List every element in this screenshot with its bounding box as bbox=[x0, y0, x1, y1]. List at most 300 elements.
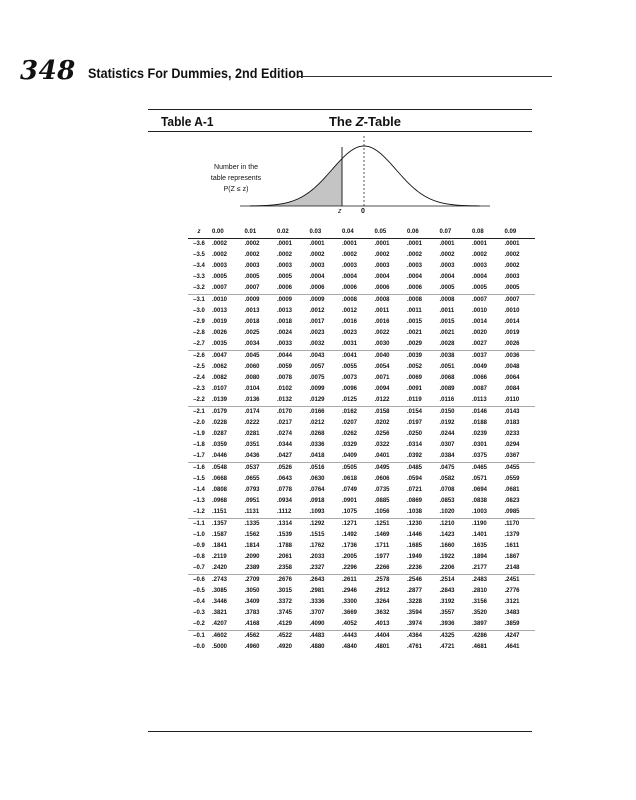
probability-cell: .0735 bbox=[374, 487, 390, 493]
z-value-cell: –0.1 bbox=[193, 633, 205, 639]
probability-cell: .0001 bbox=[504, 241, 520, 247]
probability-cell: .0116 bbox=[438, 395, 471, 407]
probability-cell: .0475 bbox=[439, 465, 455, 471]
probability-cell: .0002 bbox=[277, 252, 293, 258]
probability-cell: .3974 bbox=[405, 619, 438, 631]
probability-cell: .0007 bbox=[243, 283, 276, 295]
probability-cell: .0039 bbox=[407, 353, 423, 359]
probability-cell: .0764 bbox=[309, 487, 325, 493]
probability-cell: .0222 bbox=[244, 420, 260, 426]
probability-cell: .0078 bbox=[277, 375, 293, 381]
probability-cell: .0009 bbox=[309, 297, 325, 303]
probability-cell: .0040 bbox=[374, 353, 390, 359]
probability-cell: .0708 bbox=[439, 487, 455, 493]
probability-cell: .0004 bbox=[472, 274, 488, 280]
shaded-area bbox=[250, 159, 342, 206]
probability-cell: .1093 bbox=[308, 507, 341, 519]
z-value-cell: –3.1 bbox=[193, 297, 205, 303]
table-row bbox=[188, 586, 535, 597]
probability-cell: .2033 bbox=[309, 554, 325, 560]
probability-cell: .1814 bbox=[244, 543, 260, 549]
z-value-cell: –1.0 bbox=[193, 532, 205, 538]
probability-cell: .0853 bbox=[439, 498, 455, 504]
probability-cell: .0033 bbox=[275, 339, 308, 351]
probability-cell: .3520 bbox=[472, 610, 488, 616]
probability-cell: .0655 bbox=[244, 476, 260, 482]
probability-cell: .1635 bbox=[472, 543, 488, 549]
probability-cell: .0027 bbox=[470, 339, 503, 351]
probability-cell: .0004 bbox=[407, 274, 423, 280]
probability-cell: .0024 bbox=[277, 330, 293, 336]
table-row bbox=[188, 507, 535, 519]
probability-cell: .3228 bbox=[407, 599, 423, 605]
probability-cell: .0207 bbox=[342, 420, 358, 426]
probability-cell: .2005 bbox=[342, 554, 358, 560]
column-header: 0.04 bbox=[340, 227, 373, 239]
table-body bbox=[188, 239, 535, 654]
probability-cell: .1469 bbox=[374, 532, 390, 538]
probability-cell: .3745 bbox=[277, 610, 293, 616]
probability-cell: .0016 bbox=[342, 319, 358, 325]
probability-cell: .0008 bbox=[374, 297, 390, 303]
probability-cell: .0262 bbox=[342, 431, 358, 437]
header-rule bbox=[298, 76, 552, 77]
probability-cell: .1788 bbox=[277, 543, 293, 549]
probability-cell: .0793 bbox=[244, 487, 260, 493]
probability-cell: .0367 bbox=[503, 451, 536, 463]
probability-cell: .0038 bbox=[439, 353, 455, 359]
probability-cell: .0571 bbox=[472, 476, 488, 482]
probability-cell: .4721 bbox=[439, 644, 455, 650]
probability-cell: .0005 bbox=[438, 283, 471, 295]
probability-cell: .1170 bbox=[504, 521, 520, 527]
probability-cell: .1357 bbox=[212, 521, 228, 527]
probability-cell: .3300 bbox=[342, 599, 358, 605]
probability-cell: .1685 bbox=[407, 543, 423, 549]
probability-cell: .1271 bbox=[342, 521, 358, 527]
probability-cell: .2119 bbox=[212, 554, 227, 560]
column-header-z: z bbox=[188, 227, 210, 239]
probability-cell: .2709 bbox=[244, 577, 260, 583]
probability-cell: .2843 bbox=[439, 588, 455, 594]
probability-cell: .0307 bbox=[439, 442, 455, 448]
probability-cell: .0037 bbox=[472, 353, 488, 359]
probability-cell: .0059 bbox=[277, 364, 293, 370]
probability-cell: .0113 bbox=[470, 395, 503, 407]
z-value-cell: –2.4 bbox=[193, 375, 205, 381]
table-row bbox=[188, 317, 535, 328]
probability-cell: .0011 bbox=[407, 308, 422, 314]
probability-cell: .0008 bbox=[407, 297, 423, 303]
probability-cell: .0003 bbox=[309, 263, 325, 269]
probability-cell: .0007 bbox=[210, 283, 243, 295]
probability-cell: .0808 bbox=[212, 487, 228, 493]
probability-cell: .1922 bbox=[439, 554, 455, 560]
probability-cell: .0054 bbox=[374, 364, 390, 370]
probability-cell: .4013 bbox=[373, 619, 406, 631]
probability-cell: .0002 bbox=[374, 252, 390, 258]
probability-cell: .0008 bbox=[342, 297, 358, 303]
probability-cell: .4641 bbox=[504, 644, 520, 650]
z-value-cell: –2.0 bbox=[193, 420, 205, 426]
probability-cell: .2148 bbox=[503, 563, 536, 575]
probability-cell: .0099 bbox=[309, 386, 325, 392]
bell-curve-diagram bbox=[240, 134, 490, 214]
probability-cell: .1292 bbox=[309, 521, 325, 527]
z-value-cell: –0.8 bbox=[193, 554, 205, 560]
probability-cell: .0668 bbox=[212, 476, 228, 482]
probability-cell: .0749 bbox=[342, 487, 358, 493]
probability-cell: .0505 bbox=[342, 465, 358, 471]
probability-cell: .1515 bbox=[309, 532, 325, 538]
probability-cell: .2946 bbox=[342, 588, 358, 594]
probability-cell: .0010 bbox=[504, 308, 520, 314]
z-value-cell: –2.5 bbox=[193, 364, 205, 370]
probability-cell: .0002 bbox=[212, 241, 228, 247]
probability-cell: .2578 bbox=[374, 577, 390, 583]
column-header: 0.00 bbox=[210, 227, 243, 239]
probability-cell: .0051 bbox=[439, 364, 455, 370]
table-top-rule bbox=[148, 109, 532, 110]
probability-cell: .0778 bbox=[277, 487, 293, 493]
probability-cell: .0183 bbox=[504, 420, 520, 426]
table-row bbox=[188, 485, 535, 496]
probability-cell: .0823 bbox=[504, 498, 520, 504]
probability-cell: .0018 bbox=[277, 319, 293, 325]
table-row bbox=[188, 239, 535, 251]
column-header: 0.01 bbox=[243, 227, 276, 239]
probability-cell: .0192 bbox=[439, 420, 455, 426]
column-header: 0.03 bbox=[308, 227, 341, 239]
probability-cell: .0838 bbox=[472, 498, 488, 504]
probability-cell: .0005 bbox=[277, 274, 293, 280]
z-value-cell: –2.6 bbox=[193, 353, 205, 359]
probability-cell: .5000 bbox=[212, 644, 228, 650]
z-value-cell: –3.6 bbox=[193, 241, 205, 247]
probability-cell: .0359 bbox=[212, 442, 228, 448]
probability-cell: .0019 bbox=[212, 319, 228, 325]
probability-cell: .0030 bbox=[373, 339, 406, 351]
z-value-cell: –1.2 bbox=[188, 507, 210, 519]
probability-cell: .3156 bbox=[472, 599, 488, 605]
probability-cell: .3821 bbox=[212, 610, 228, 616]
probability-cell: .1587 bbox=[212, 532, 228, 538]
column-header: 0.08 bbox=[470, 227, 503, 239]
probability-cell: .4562 bbox=[244, 633, 260, 639]
bell-note-line: table represents bbox=[210, 175, 262, 182]
z-value-cell: –2.1 bbox=[193, 409, 205, 415]
table-row bbox=[188, 272, 535, 283]
probability-cell: .0018 bbox=[244, 319, 260, 325]
probability-cell: .0036 bbox=[504, 353, 520, 359]
probability-cell: .0044 bbox=[277, 353, 293, 359]
table-row bbox=[188, 384, 535, 395]
probability-cell: .0104 bbox=[244, 386, 260, 392]
probability-cell: .0418 bbox=[308, 451, 341, 463]
z-value-cell: –0.7 bbox=[188, 563, 210, 575]
table-row bbox=[188, 429, 535, 440]
probability-cell: .3897 bbox=[470, 619, 503, 631]
probability-cell: .0007 bbox=[504, 297, 520, 303]
table-row bbox=[188, 563, 535, 575]
probability-cell: .0322 bbox=[374, 442, 390, 448]
probability-cell: .0143 bbox=[504, 409, 520, 415]
probability-cell: .0084 bbox=[504, 386, 520, 392]
probability-cell: .0294 bbox=[504, 442, 520, 448]
table-row bbox=[188, 496, 535, 507]
column-header: 0.07 bbox=[438, 227, 471, 239]
probability-cell: .0150 bbox=[439, 409, 455, 415]
probability-cell: .0008 bbox=[439, 297, 455, 303]
probability-cell: .0006 bbox=[405, 283, 438, 295]
probability-cell: .0031 bbox=[340, 339, 373, 351]
probability-cell: .0287 bbox=[212, 431, 228, 437]
table-row bbox=[188, 619, 535, 631]
probability-cell: .0170 bbox=[277, 409, 293, 415]
probability-cell: .0107 bbox=[212, 386, 228, 392]
probability-cell: .0162 bbox=[342, 409, 358, 415]
probability-cell: .0049 bbox=[472, 364, 488, 370]
probability-cell: .0014 bbox=[504, 319, 520, 325]
z-value-cell: –1.5 bbox=[193, 476, 205, 482]
probability-cell: .0091 bbox=[407, 386, 423, 392]
probability-cell: .0002 bbox=[244, 241, 260, 247]
probability-cell: .0146 bbox=[472, 409, 488, 415]
probability-cell: .4880 bbox=[309, 644, 325, 650]
column-header: 0.02 bbox=[275, 227, 308, 239]
probability-cell: .1230 bbox=[407, 521, 423, 527]
table-row bbox=[188, 362, 535, 373]
probability-cell: .2676 bbox=[277, 577, 293, 583]
probability-cell: .2061 bbox=[277, 554, 293, 560]
probability-cell: .3707 bbox=[309, 610, 325, 616]
probability-cell: .0436 bbox=[243, 451, 276, 463]
z-value-cell: –0.4 bbox=[193, 599, 205, 605]
probability-cell: .4761 bbox=[407, 644, 423, 650]
probability-cell: .0001 bbox=[309, 241, 325, 247]
z-table bbox=[188, 227, 535, 653]
probability-cell: .1894 bbox=[472, 554, 488, 560]
z-value-cell: –3.0 bbox=[193, 308, 205, 314]
probability-cell: .4129 bbox=[275, 619, 308, 631]
table-row bbox=[188, 373, 535, 384]
probability-cell: .0918 bbox=[309, 498, 325, 504]
z-value-cell: –1.3 bbox=[193, 498, 205, 504]
z-value-cell: –1.6 bbox=[193, 465, 205, 471]
probability-cell: .0174 bbox=[244, 409, 260, 415]
probability-cell: .2981 bbox=[309, 588, 325, 594]
probability-cell: .0011 bbox=[374, 308, 390, 314]
probability-cell: .0256 bbox=[374, 431, 390, 437]
probability-cell: .0073 bbox=[342, 375, 358, 381]
z-value-cell: –1.7 bbox=[188, 451, 210, 463]
probability-cell: .2451 bbox=[504, 577, 520, 583]
probability-cell: .0013 bbox=[244, 308, 260, 314]
table-row bbox=[188, 261, 535, 272]
probability-cell: .0003 bbox=[407, 263, 423, 269]
probability-cell: .0010 bbox=[212, 297, 228, 303]
z-value-cell: –1.1 bbox=[193, 521, 205, 527]
probability-cell: .0244 bbox=[439, 431, 455, 437]
probability-cell: .1446 bbox=[407, 532, 423, 538]
probability-cell: .1003 bbox=[470, 507, 503, 519]
probability-cell: .4090 bbox=[308, 619, 341, 631]
table-row bbox=[188, 407, 535, 419]
probability-cell: .0043 bbox=[309, 353, 325, 359]
probability-cell: .4247 bbox=[504, 633, 520, 639]
table-row bbox=[188, 250, 535, 261]
probability-cell: .0239 bbox=[472, 431, 488, 437]
probability-cell: .1611 bbox=[504, 543, 520, 549]
probability-cell: .0062 bbox=[212, 364, 228, 370]
probability-cell: .3336 bbox=[309, 599, 325, 605]
probability-cell: .3015 bbox=[277, 588, 293, 594]
probability-cell: .0002 bbox=[212, 252, 228, 258]
z-value-cell: –2.8 bbox=[193, 330, 205, 336]
probability-cell: .0233 bbox=[504, 431, 520, 437]
probability-cell: .0064 bbox=[504, 375, 520, 381]
probability-cell: .3192 bbox=[439, 599, 455, 605]
probability-cell: .0158 bbox=[374, 409, 390, 415]
table-row bbox=[188, 451, 535, 463]
table-row bbox=[188, 351, 535, 363]
probability-cell: .1190 bbox=[472, 521, 487, 527]
z-value-cell: –0.6 bbox=[193, 577, 205, 583]
probability-cell: .0122 bbox=[373, 395, 406, 407]
probability-cell: .3936 bbox=[438, 619, 471, 631]
probability-cell: .2296 bbox=[340, 563, 373, 575]
probability-cell: .1210 bbox=[439, 521, 455, 527]
probability-cell: .1562 bbox=[244, 532, 260, 538]
z-value-cell: –2.2 bbox=[188, 395, 210, 407]
probability-cell: .0179 bbox=[212, 409, 228, 415]
probability-cell: .0154 bbox=[407, 409, 423, 415]
probability-cell: .0066 bbox=[472, 375, 488, 381]
z-value-cell: –3.3 bbox=[193, 274, 205, 280]
probability-cell: .3264 bbox=[374, 599, 390, 605]
probability-cell: .0060 bbox=[244, 364, 260, 370]
probability-cell: .3557 bbox=[439, 610, 455, 616]
probability-cell: .0057 bbox=[309, 364, 325, 370]
probability-cell: .2743 bbox=[212, 577, 228, 583]
probability-cell: .0006 bbox=[275, 283, 308, 295]
probability-cell: .0197 bbox=[407, 420, 423, 426]
axis-zero-label: 0 bbox=[361, 208, 365, 215]
probability-cell: .0071 bbox=[374, 375, 390, 381]
probability-cell: .4602 bbox=[212, 633, 228, 639]
probability-cell: .1251 bbox=[374, 521, 390, 527]
probability-cell: .0002 bbox=[439, 252, 455, 258]
table-row bbox=[188, 608, 535, 619]
table-row bbox=[188, 642, 535, 653]
table-row bbox=[188, 395, 535, 407]
bell-note-line: P(Z ≤ z) bbox=[223, 186, 249, 193]
probability-cell: .3446 bbox=[212, 599, 228, 605]
probability-cell: .4681 bbox=[472, 644, 488, 650]
probability-cell: .0015 bbox=[439, 319, 455, 325]
table-row bbox=[188, 283, 535, 295]
z-value-cell: –2.9 bbox=[193, 319, 205, 325]
probability-cell: .0041 bbox=[342, 353, 358, 359]
probability-cell: .0934 bbox=[277, 498, 293, 504]
probability-cell: .0314 bbox=[407, 442, 423, 448]
probability-cell: .0166 bbox=[309, 409, 325, 415]
table-row bbox=[188, 463, 535, 475]
probability-cell: .0202 bbox=[374, 420, 390, 426]
probability-cell: .1539 bbox=[277, 532, 293, 538]
probability-cell: .0023 bbox=[309, 330, 325, 336]
probability-cell: .1711 bbox=[374, 543, 390, 549]
probability-cell: .3085 bbox=[212, 588, 228, 594]
probability-cell: .0455 bbox=[504, 465, 520, 471]
column-header: 0.06 bbox=[405, 227, 438, 239]
z-value-cell: –3.2 bbox=[188, 283, 210, 295]
probability-cell: .0002 bbox=[342, 252, 358, 258]
probability-cell: .0075 bbox=[309, 375, 325, 381]
probability-cell: .0007 bbox=[472, 297, 488, 303]
probability-cell: .0630 bbox=[309, 476, 325, 482]
probability-cell: .2877 bbox=[407, 588, 423, 594]
probability-cell: .4168 bbox=[243, 619, 276, 631]
probability-cell: .2810 bbox=[472, 588, 488, 594]
probability-cell: .0045 bbox=[244, 353, 260, 359]
probability-cell: .1335 bbox=[244, 521, 260, 527]
probability-cell: .0013 bbox=[212, 308, 228, 314]
probability-cell: .0020 bbox=[472, 330, 488, 336]
probability-cell: .0694 bbox=[472, 487, 488, 493]
probability-cell: .0010 bbox=[472, 308, 488, 314]
probability-cell: .0005 bbox=[212, 274, 228, 280]
probability-cell: .0012 bbox=[342, 308, 358, 314]
probability-cell: .4920 bbox=[277, 644, 293, 650]
table-row bbox=[188, 530, 535, 541]
probability-cell: .0212 bbox=[309, 420, 325, 426]
probability-cell: .0026 bbox=[212, 330, 228, 336]
probability-cell: .0516 bbox=[309, 465, 325, 471]
probability-cell: .0681 bbox=[504, 487, 520, 493]
probability-cell: .2177 bbox=[470, 563, 503, 575]
probability-cell: .0427 bbox=[275, 451, 308, 463]
probability-cell: .1977 bbox=[374, 554, 390, 560]
probability-cell: .4286 bbox=[472, 633, 488, 639]
probability-cell: .0003 bbox=[212, 263, 228, 269]
table-row bbox=[188, 541, 535, 552]
probability-cell: .0485 bbox=[407, 465, 423, 471]
table-row bbox=[188, 474, 535, 485]
page-number: 348 bbox=[20, 56, 76, 86]
probability-cell: .0375 bbox=[470, 451, 503, 463]
probability-cell: .1056 bbox=[373, 507, 406, 519]
probability-cell: .4364 bbox=[407, 633, 423, 639]
probability-cell: .2912 bbox=[374, 588, 390, 594]
column-header: 0.09 bbox=[503, 227, 536, 239]
probability-cell: .4960 bbox=[244, 644, 260, 650]
probability-cell: .0409 bbox=[340, 451, 373, 463]
bell-curve bbox=[250, 146, 480, 206]
probability-cell: .0643 bbox=[277, 476, 293, 482]
probability-cell: .0004 bbox=[439, 274, 455, 280]
probability-cell: .0001 bbox=[277, 241, 293, 247]
table-row bbox=[188, 519, 535, 531]
probability-cell: .1401 bbox=[472, 532, 488, 538]
probability-cell: .0096 bbox=[342, 386, 358, 392]
probability-cell: .0139 bbox=[210, 395, 243, 407]
probability-cell: .1423 bbox=[439, 532, 455, 538]
probability-cell: .2514 bbox=[439, 577, 455, 583]
probability-cell: .0329 bbox=[342, 442, 358, 448]
table-row bbox=[188, 328, 535, 339]
probability-cell: .2389 bbox=[243, 563, 276, 575]
